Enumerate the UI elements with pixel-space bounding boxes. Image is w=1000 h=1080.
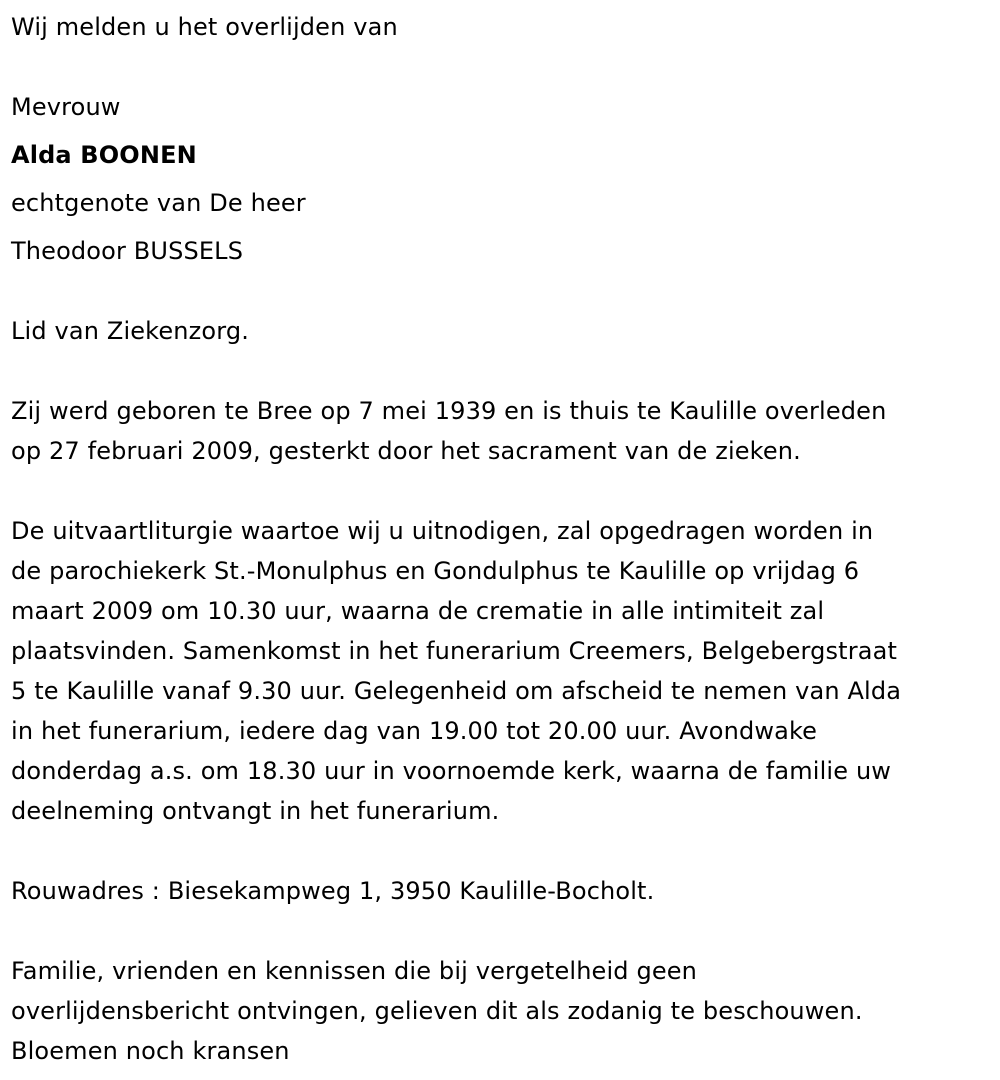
paragraph-line: maart 2009 om 10.30 uur, waarna de crematie in alle intimiteit zal [11, 597, 825, 625]
paragraph-line: plaatsvinden. Samenkomst in het funerarium Creemers, Belgebergstraat [11, 637, 898, 665]
address-line: Rouwadres : Biesekampweg 1, 3950 Kaulille-Bocholt. [11, 877, 655, 905]
paragraph-line: 5 te Kaulille vanaf 9.30 uur. Gelegenheid om afscheid te nemen van Alda [11, 677, 902, 705]
paragraph-line: op 27 februari 2009, gesterkt door het sacrament van de zieken. [11, 437, 801, 465]
paragraph-line: De uitvaartliturgie waartoe wij u uitnodigen, zal opgedragen worden in [11, 517, 874, 545]
title-line: Mevrouw [11, 93, 121, 121]
closing-paragraph [11, 951, 996, 1071]
paragraph-line: Familie, vrienden en kennissen die bij vergetelheid geen [11, 957, 698, 985]
birth-death-paragraph [11, 391, 996, 471]
paragraph-line: Zij werd geboren te Bree op 7 mei 1939 en is thuis te Kaulille overleden [11, 397, 887, 425]
paragraph-line: de parochiekerk St.-Monulphus en Gondulphus te Kaulille op vrijdag 6 [11, 557, 860, 585]
paragraph-line: Bloemen noch kransen [11, 1037, 290, 1065]
intro-line: Wij melden u het overlijden van [11, 13, 398, 41]
membership-line: Lid van Ziekenzorg. [11, 317, 249, 345]
deceased-name: Alda BOONEN [11, 141, 197, 169]
paragraph-line: deelneming ontvangt in het funerarium. [11, 797, 500, 825]
paragraph-line: overlijdensbericht ontvingen, gelieven dit als zodanig te beschouwen. [11, 997, 863, 1025]
obituary-notice [11, 7, 996, 1071]
funeral-paragraph [11, 511, 996, 831]
spouse-line-1: echtgenote van De heer [11, 189, 306, 217]
paragraph-line: donderdag a.s. om 18.30 uur in voornoemde kerk, waarna de familie uw [11, 757, 892, 785]
paragraph-line: in het funerarium, iedere dag van 19.00 tot 20.00 uur. Avondwake [11, 717, 818, 745]
spouse-line-2: Theodoor BUSSELS [11, 237, 244, 265]
